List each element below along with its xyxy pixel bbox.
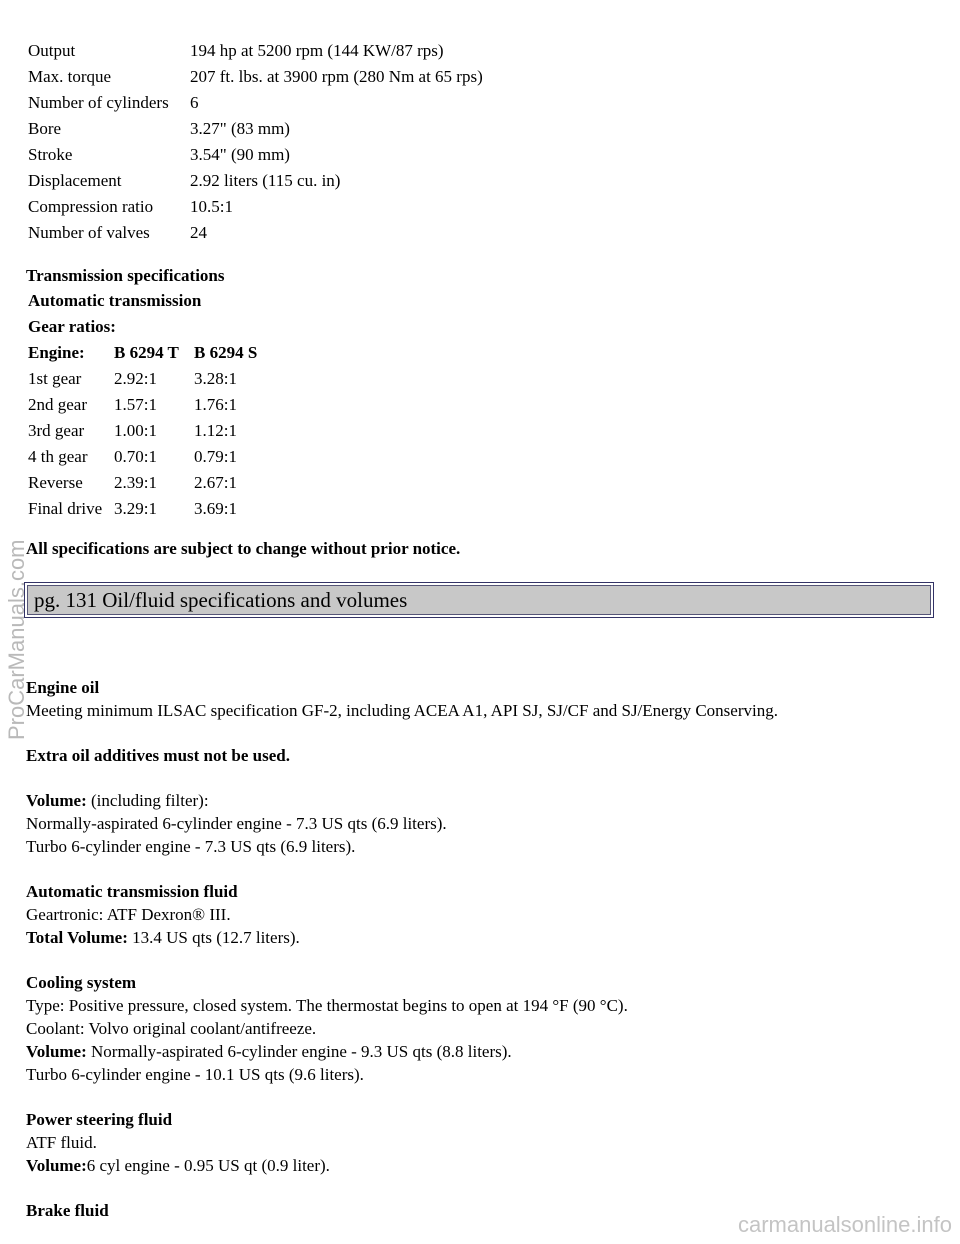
watermark-left-text: ProCarManuals.com [4,539,29,740]
table-row [28,444,257,470]
power-steering-volume-label: Volume: [26,1156,87,1175]
cooling-volume-label: Volume: [26,1042,87,1061]
brake-fluid-heading: Brake fluid [26,1201,109,1220]
table-row [28,116,483,142]
change-notice: All specifications are subject to change without prior notice. [26,539,461,558]
gear-label: 3rd gear [28,421,85,440]
oil-additive-warning: Extra oil additives must not be used. [26,746,290,765]
spec-value: 207 ft. lbs. at 3900 rpm (280 Nm at 65 rps) [190,67,483,86]
fluid-specs-body [26,676,926,1244]
power-steering-volume: 6 cyl engine - 0.95 US qt (0.9 liter). [86,1156,330,1175]
cooling-heading: Cooling system [26,973,137,992]
power-steering-heading: Power steering fluid [26,1110,173,1129]
cooling-coolant: Coolant: Volvo original coolant/antifreeze. [26,1019,317,1038]
table-row [28,314,257,340]
spec-label: Displacement [28,171,122,190]
table-row [28,496,257,522]
table-row [28,392,257,418]
ratio-t: 1.00:1 [114,421,157,440]
page-section-banner [24,582,934,618]
spec-label: Output [28,41,76,60]
table-row [28,470,257,496]
atf-total-label: Total Volume: [26,928,128,947]
ratio-t: 3.29:1 [114,499,157,518]
ratio-t: 0.70:1 [114,447,157,466]
table-row [28,90,483,116]
table-row [28,194,483,220]
ratio-t: 2.39:1 [114,473,157,492]
ratio-t: 2.92:1 [114,369,157,388]
cooling-volume-na: Normally-aspirated 6-cylinder engine - 9.3 US qts (8.8 liters). [86,1042,512,1061]
watermark-footer: carmanualsonline.info [737,1212,952,1237]
spec-value: 24 [190,223,207,242]
transmission-heading: Transmission specifications [26,266,225,285]
table-header-row [28,340,257,366]
table-row [28,168,483,194]
engine-column-header: Engine: [28,343,85,362]
gear-ratios-label: Gear ratios: [28,317,116,336]
ratio-s: 3.28:1 [194,369,237,388]
ratio-s: 1.12:1 [194,421,237,440]
engine-oil-heading: Engine oil [26,678,100,697]
table-row [28,64,483,90]
b6294t-column-header: B 6294 T [114,343,179,362]
atf-total-value: 13.4 US qts (12.7 liters). [127,928,300,947]
oil-additive-warning-section [26,744,926,767]
gear-label: 1st gear [28,369,82,388]
oil-volume-na: Normally-aspirated 6-cylinder engine - 7.3 US qts (6.9 liters). [26,814,447,833]
table-row [28,38,483,64]
engine-oil-spec: Meeting minimum ILSAC specification GF-2, including ACEA A1, API SJ, SJ/CF and SJ/Energy Conserving. [26,701,778,720]
spec-value: 6 [190,93,199,112]
table-row [28,142,483,168]
oil-volume-note: (including filter): [86,791,209,810]
spec-value: 10.5:1 [190,197,233,216]
spec-label: Bore [28,119,62,138]
oil-volume-section [26,789,926,858]
engine-oil-section [26,676,926,722]
oil-volume-label: Volume: [26,791,87,810]
spec-value: 3.27" (83 mm) [190,119,290,138]
spec-value: 194 hp at 5200 rpm (144 KW/87 rps) [190,41,444,60]
watermark-vertical [0,520,32,740]
page-section-title: pg. 131 Oil/fluid specifications and volumes [27,585,931,615]
table-row [28,418,257,444]
ratio-s: 2.67:1 [194,473,237,492]
spec-value: 2.92 liters (115 cu. in) [190,171,341,190]
atf-heading: Automatic transmission fluid [26,882,238,901]
cooling-volume-turbo: Turbo 6-cylinder engine - 10.1 US qts (9.6 liters). [26,1065,364,1084]
engine-spec-table [28,38,483,246]
table-row [28,220,483,246]
spec-label: Max. torque [28,67,112,86]
ratio-s: 0.79:1 [194,447,237,466]
gear-label: Reverse [28,473,83,492]
atf-type: Geartronic: ATF Dexron® III. [26,905,231,924]
table-row [28,366,257,392]
spec-label: Stroke [28,145,73,164]
ratio-t: 1.57:1 [114,395,157,414]
table-row [28,288,257,314]
spec-label: Number of valves [28,223,150,242]
cooling-type: Type: Positive pressure, closed system. The thermostat begins to open at 194 °F (90 °C). [26,996,628,1015]
atf-section [26,880,926,949]
power-steering-fluid: ATF fluid. [26,1133,97,1152]
oil-volume-turbo: Turbo 6-cylinder engine - 7.3 US qts (6.9 liters). [26,837,356,856]
power-steering-section [26,1108,926,1177]
gear-ratio-table [28,288,257,522]
gear-label: Final drive [28,499,103,518]
cooling-section [26,971,926,1086]
automatic-transmission-label: Automatic transmission [28,291,202,310]
spec-label: Number of cylinders [28,93,169,112]
ratio-s: 1.76:1 [194,395,237,414]
spec-value: 3.54" (90 mm) [190,145,290,164]
gear-label: 2nd gear [28,395,88,414]
ratio-s: 3.69:1 [194,499,237,518]
spec-label: Compression ratio [28,197,154,216]
b6294s-column-header: B 6294 S [194,343,258,362]
gear-label: 4 th gear [28,447,88,466]
